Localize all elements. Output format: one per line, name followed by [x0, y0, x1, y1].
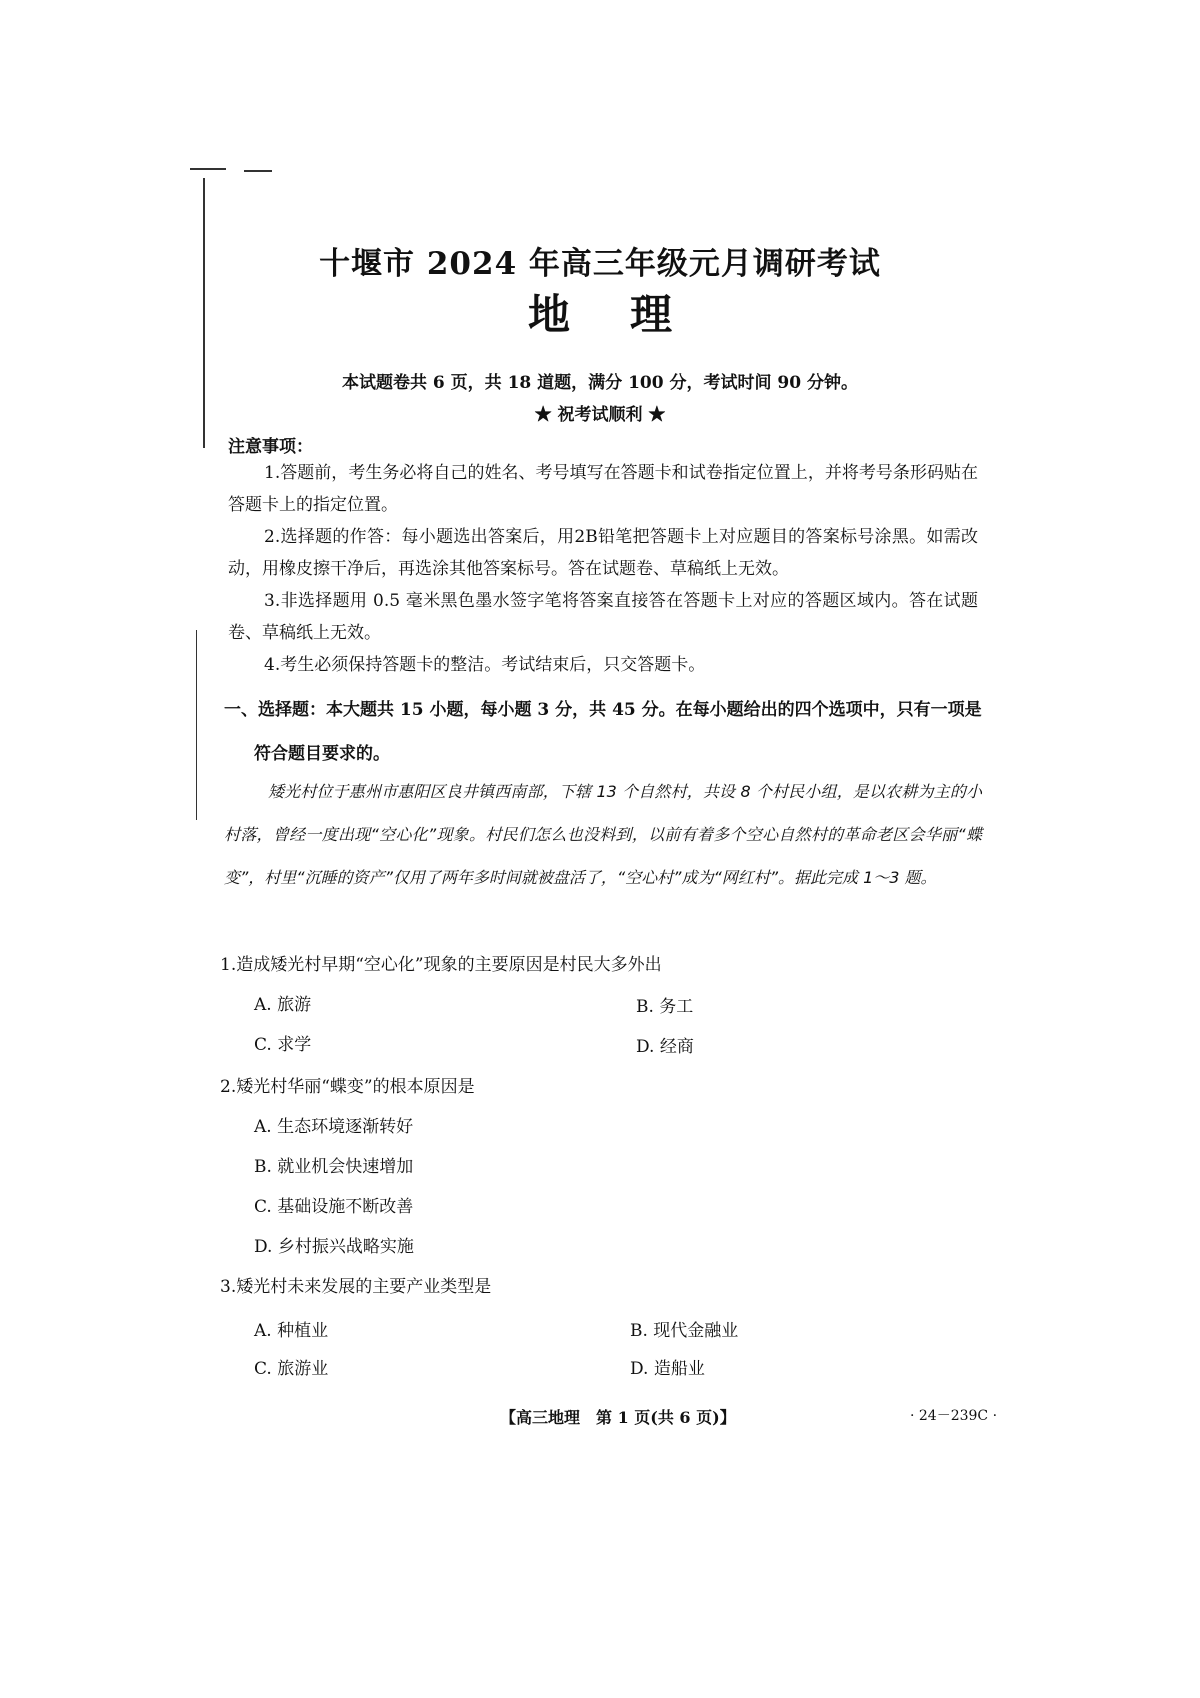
page-footer: 【高三地理 第 1 页(共 6 页)】 [500, 1408, 736, 1427]
question-2-stem: 2.矮光村华丽“蝶变”的根本原因是 [220, 1077, 475, 1097]
question-2-option-b: B. 就业机会快速增加 [254, 1157, 414, 1177]
notice-item: 3.非选择题用 0.5 毫米黑色墨水签字笔将答案直接答在答题卡上对应的答题区域内。答在试题卷、草稿纸上无效。 [228, 591, 978, 643]
section-heading [224, 688, 984, 776]
notice-item: 4.考生必须保持答题卡的整洁。考试结束后，只交答题卡。 [264, 655, 706, 675]
notice-item: 1.答题前，考生务必将自己的姓名、考号填写在答题卡和试卷指定位置上，并将考号条形码贴在答题卡上的指定位置。 [228, 463, 978, 515]
page-code: · 24－239C · [910, 1408, 998, 1424]
notice-item: 2.选择题的作答：每小题选出答案后，用2B铅笔把答题卡上对应题目的答案标号涂黑。如需改动，用橡皮擦干净后，再选涂其他答案标号。答在试题卷、草稿纸上无效。 [228, 527, 978, 579]
question-3-option-b: B. 现代金融业 [630, 1321, 739, 1341]
subject-title: 地理 [527, 290, 732, 339]
scan-mark-top [244, 170, 272, 172]
question-1-option-b: B. 务工 [636, 997, 694, 1017]
section-heading-line2: 符合题目要求的。 [254, 744, 390, 764]
question-2-option-d: D. 乡村振兴战略实施 [254, 1237, 414, 1257]
question-1-option-d: D. 经商 [636, 1037, 694, 1057]
question-3-option-c: C. 旅游业 [254, 1359, 329, 1379]
question-3-stem: 3.矮光村未来发展的主要产业类型是 [220, 1277, 492, 1297]
question-1-stem: 1.造成矮光村早期“空心化”现象的主要原因是村民大多外出 [220, 955, 662, 975]
exam-wish: ★ 祝考试顺利 ★ [534, 405, 666, 425]
question-1-option-a: A. 旅游 [254, 995, 312, 1015]
section-heading-line1: 一、选择题：本大题共 15 小题，每小题 3 分，共 45 分。在每小题给出的四个选项中，只有一项是 [224, 700, 982, 720]
scan-mark-top-left [190, 168, 226, 170]
question-3-option-a: A. 种植业 [254, 1321, 329, 1341]
reading-passage: 矮光村位于惠州市惠阳区良井镇西南部，下辖 13 个自然村，共设 8 个村民小组，是以农耕为主的小村落，曾经一度出现“空心化”现象。村民们怎么也没料到，以前有着多个空心自然村的革命老区会华丽“蝶变”，村里“沉睡的资产”仅用了两年多时间就被盘活了，“空心村”成为“网红村”。据此完成 1～3 题。 [224, 782, 982, 887]
scan-margin-line-lower [196, 630, 197, 820]
question-3-option-d: D. 造船业 [630, 1359, 705, 1379]
exam-info: 本试题卷共 6 页，共 18 道题，满分 100 分，考试时间 90 分钟。 [342, 373, 858, 393]
question-2-option-c: C. 基础设施不断改善 [254, 1197, 414, 1217]
notice-heading: 注意事项： [228, 437, 313, 457]
exam-title: 十堰市 2024 年高三年级元月调研考试 [319, 246, 881, 282]
question-1-option-c: C. 求学 [254, 1035, 312, 1055]
question-2-option-a: A. 生态环境逐渐转好 [254, 1117, 414, 1137]
